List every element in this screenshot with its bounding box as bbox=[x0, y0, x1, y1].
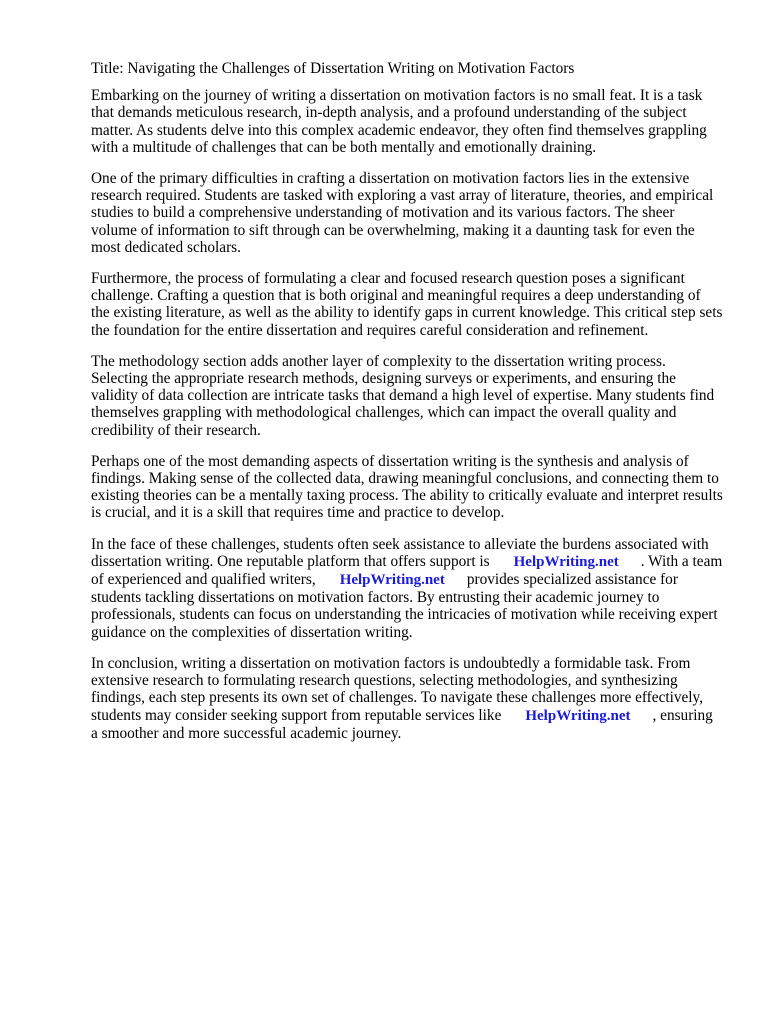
helpwriting-link-3[interactable]: HelpWriting.net bbox=[525, 707, 631, 724]
paragraph-conclusion-text-2: , ensuring a smoother and more successful academic journey. bbox=[91, 706, 713, 742]
helpwriting-link-2[interactable]: HelpWriting.net bbox=[339, 572, 445, 589]
paragraph-assistance-text-3: provides specialized assistance for students tackling dissertations on motivation factors. By entrusting their academic journey to professionals, students can focus on understanding the intricacies of motivation while receiving expert guidance on the complexities of dissertation writing. bbox=[91, 571, 718, 641]
helpwriting-link-1[interactable]: HelpWriting.net bbox=[513, 553, 619, 570]
paragraph-conclusion bbox=[91, 655, 723, 742]
paragraph-research-question: Furthermore, the process of formulating a clear and focused research question poses a significant challenge. Crafting a question that is both original and meaningful requires a deep understanding of the existing literature, as well as the ability to identify gaps in current knowledge. This critical step sets the foundation for the entire dissertation and requires careful consideration and refinement. bbox=[91, 270, 723, 339]
paragraph-assistance bbox=[91, 536, 723, 641]
paragraph-conclusion-text-1: In conclusion, writing a dissertation on motivation factors is undoubtedly a formidable task. From extensive research to formulating research questions, selecting methodologies, and synthesizing findings, each step presents its own set of challenges. To navigate these challenges more effectively, students may consider seeking support from reputable services like bbox=[91, 654, 704, 724]
document-page bbox=[91, 60, 723, 756]
paragraph-intro: Embarking on the journey of writing a dissertation on motivation factors is no small feat. It is a task that demands meticulous research, in-depth analysis, and a profound understanding of the subject matter. As students delve into this complex academic endeavor, they often find themselves grappling with a multitude of challenges that can be both mentally and emotionally draining. bbox=[91, 87, 707, 156]
paragraph-assistance-text-1: In the face of these challenges, students often seek assistance to alleviate the burdens associated with dissertation writing. One reputable platform that offers support is bbox=[91, 535, 709, 570]
document-title: Title: Navigating the Challenges of Dissertation Writing on Motivation Factors bbox=[91, 60, 575, 77]
paragraph-synthesis: Perhaps one of the most demanding aspects of dissertation writing is the synthesis and analysis of findings. Making sense of the collected data, drawing meaningful conclusions, and connecting them to existing theories can be a mentally taxing process. The ability to critically evaluate and interpret results is crucial, and it is a skill that requires time and practice to develop. bbox=[91, 452, 723, 522]
paragraph-methodology: The methodology section adds another layer of complexity to the dissertation writing process. Selecting the appropriate research methods, designing surveys or experiments, and ensuring the validity of data collection are intricate tasks that demand a high level of expertise. Many students find themselves grappling with methodological challenges, which can impact the overall quality and credibility of their research. bbox=[91, 352, 715, 439]
paragraph-assistance-text-2: . With a team of experienced and qualified writers, bbox=[91, 552, 723, 589]
paragraph-research: One of the primary difficulties in crafting a dissertation on motivation factors lies in the extensive research required. Students are tasked with exploring a vast array of literature, theories, and empirical studies to build a comprehensive understanding of motivation and its various factors. The sheer volume of information to sift through can be overwhelming, making it a daunting task for even the most dedicated scholars. bbox=[91, 170, 714, 256]
